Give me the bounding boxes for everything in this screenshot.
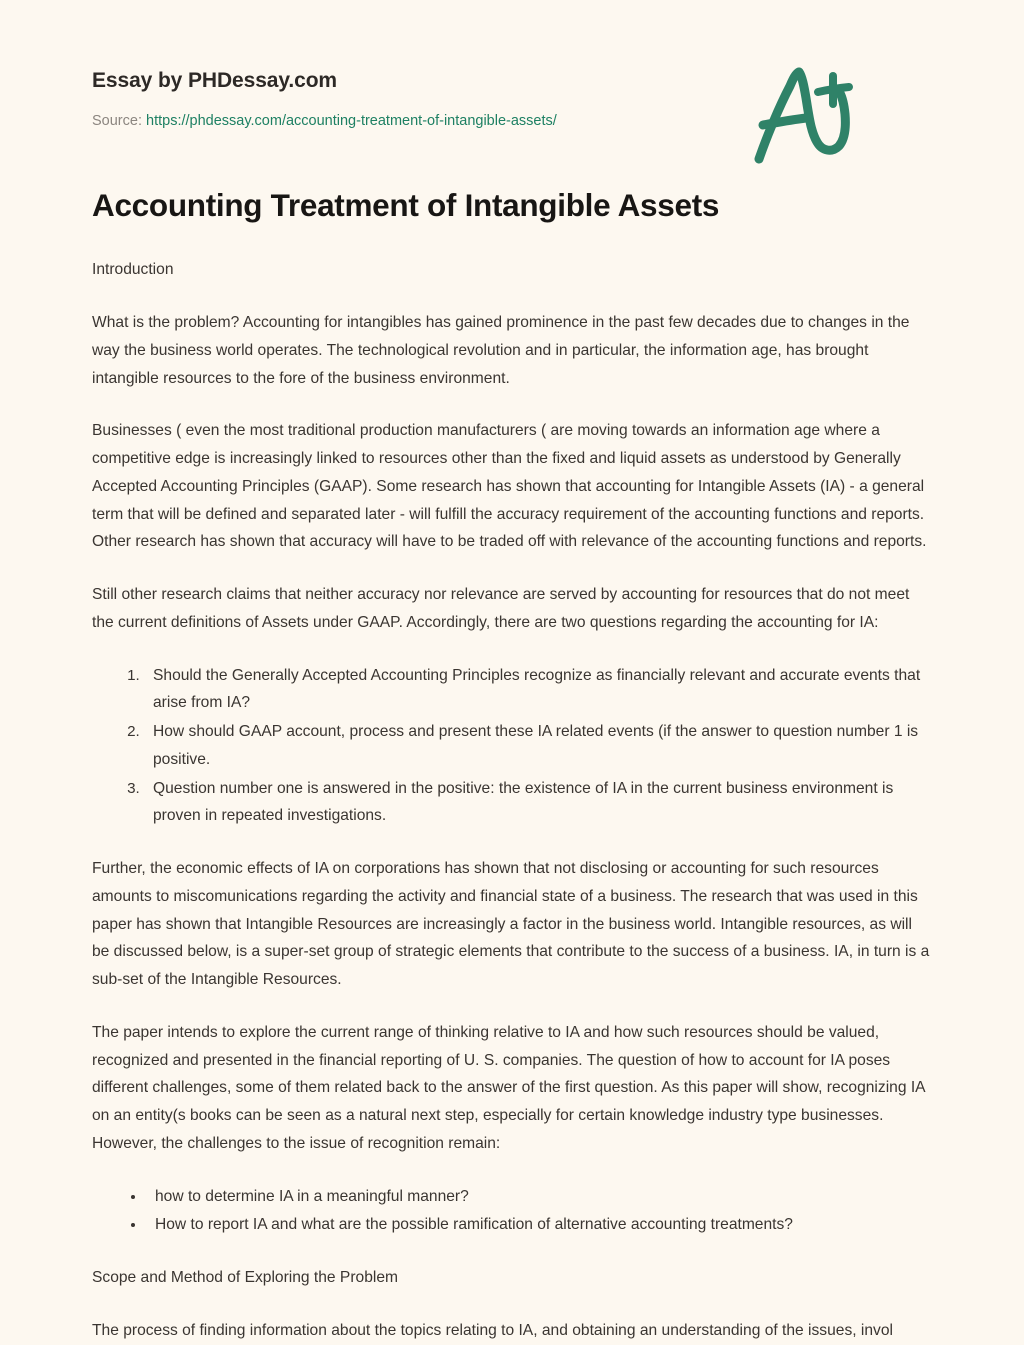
source-url-link[interactable]: https://phdessay.com/accounting-treatment-of-intangible-assets/ [146, 113, 557, 130]
list-item: 1. Should the Generally Accepted Accounting Principles recognize as financially relevant and accurate events that arise from IA? [144, 662, 932, 718]
essay-body [92, 225, 932, 1344]
aplus-logo-icon [740, 62, 860, 166]
list-item: • How to report IA and what are the possible ramification of alternative accounting treatments? [146, 1211, 932, 1239]
list-item: • how to determine IA in a meaningful manner? [146, 1183, 932, 1211]
body-paragraph: Scope and Method of Exploring the Problem [92, 1269, 398, 1287]
body-paragraph: The process of finding information about the topics relating to IA, and obtaining an understanding of the issues, invol [92, 1321, 893, 1339]
page-header [92, 0, 932, 130]
bullet-list [92, 1183, 932, 1240]
body-paragraph: The paper intends to explore the current range of thinking relative to IA and how such resources should be valued, recognized and presented in the financial reporting of U. S. companies. The question of how to account for IA poses different challenges, some of them related back to the answer of the first question. As this paper will show, recognizing IA on an entity(s books can be seen as a natural next step, especially for certain knowledge industry type businesses. However, the challenges to the issue of recognition remain: [92, 1023, 925, 1152]
list-item: 2. How should GAAP account, process and present these IA related events (if the answer to question number 1 is positive. [144, 718, 932, 774]
body-paragraph: Further, the economic effects of IA on corporations has shown that not disclosing or accounting for such resources amounts to miscomunications regarding the activity and financial state of a business. The research that was used in this paper has shown that Intangible Resources are increasingly a factor in the business world. Intangible resources, as will be discussed below, is a super-set group of strategic elements that contribute to the success of a business. IA, in turn is a sub-set of the Intangible Resources. [92, 860, 930, 989]
page-title: Accounting Treatment of Intangible Assets [92, 187, 720, 223]
brand-byline: Essay by PHDessay.com [92, 69, 337, 92]
list-item: 3. Question number one is answered in the positive: the existence of IA in the current business environment is proven in repeated investigations. [144, 775, 932, 831]
body-paragraph: Introduction [92, 261, 174, 279]
numbered-list [92, 662, 932, 831]
body-paragraph: Still other research claims that neither accuracy nor relevance are served by accounting for resources that do not meet the current definitions of Assets under GAAP. Accordingly, there are two questions regarding the accounting for IA: [92, 586, 910, 631]
source-label: Source: [92, 113, 142, 130]
body-paragraph: What is the problem? Accounting for intangibles has gained prominence in the past few decades due to changes in the way the business world operates. The technological revolution and in particular, the information age, has brought intangible resources to the fore of the business environment. [92, 314, 910, 387]
body-paragraph: Businesses ( even the most traditional production manufacturers ( are moving towards an information age where a competitive edge is increasingly linked to resources other than the fixed and liquid assets as understood by Generally Accepted Accounting Principles (GAAP). Some research has shown that accounting for Intangible Assets (IA) - a general term that will be defined and separated later - will fulfill the accuracy requirement of the accounting functions and reports. Other research has shown that accuracy will have to be traded off with relevance of the accounting functions and reports. [92, 422, 927, 551]
